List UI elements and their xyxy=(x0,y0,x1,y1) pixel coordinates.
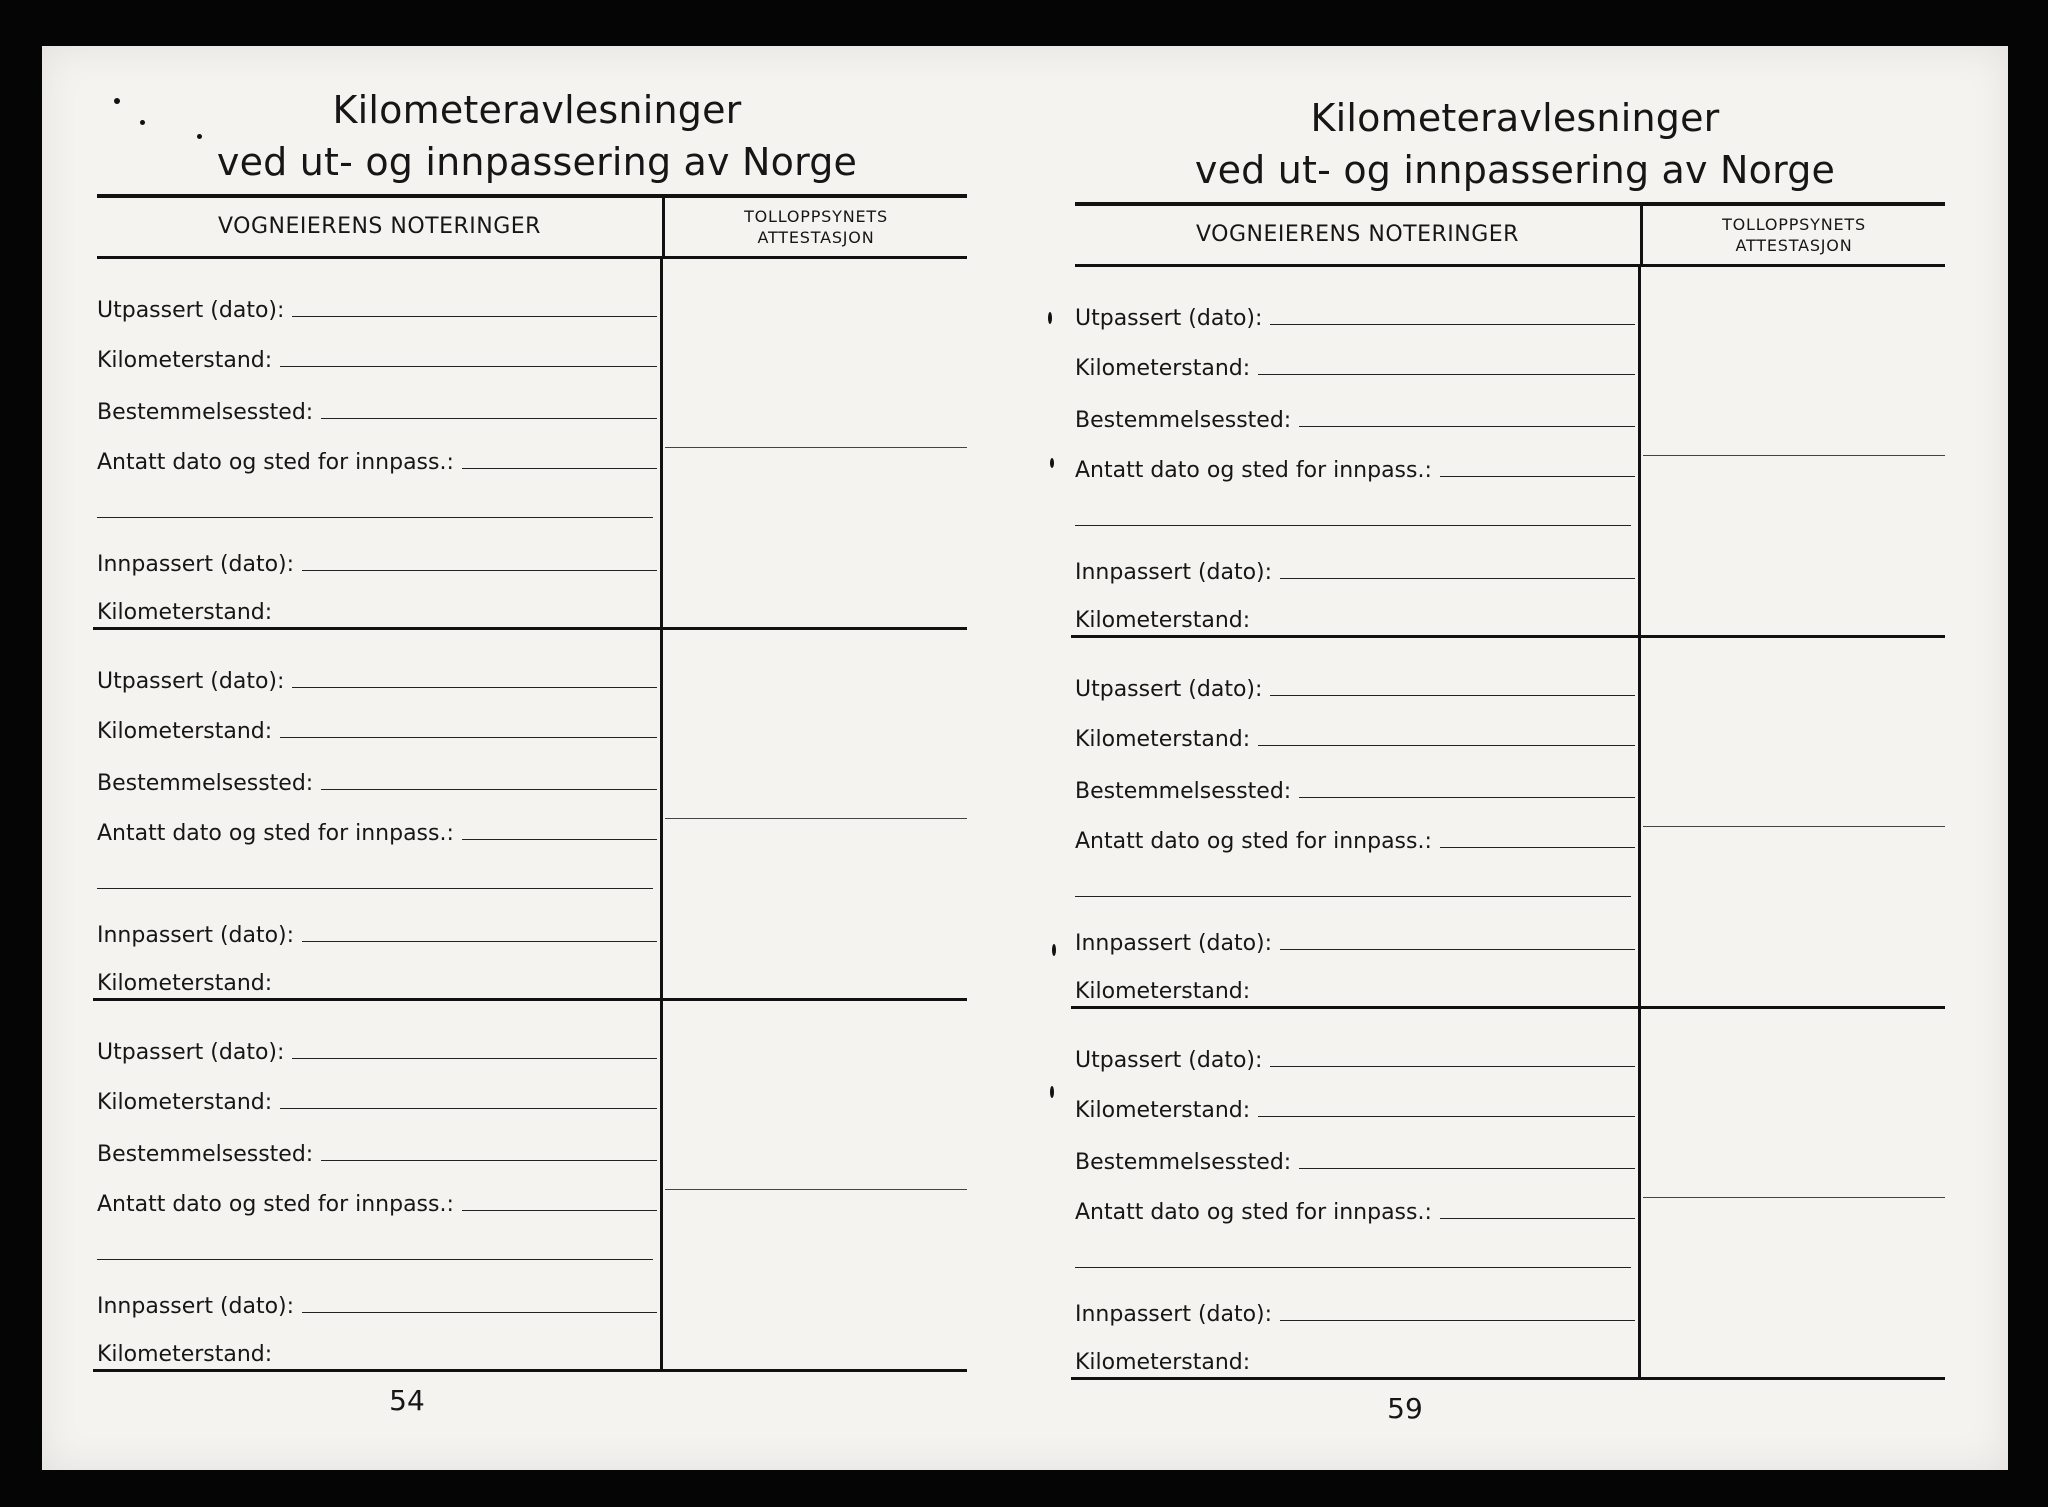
ink-speck xyxy=(1050,1086,1054,1098)
antatt-row[interactable] xyxy=(1075,1191,1635,1225)
column-divider xyxy=(1638,267,1641,638)
antatt-field[interactable] xyxy=(462,468,657,469)
bestemmelsessted-row[interactable] xyxy=(97,762,657,796)
kilometerstand-field[interactable] xyxy=(1258,374,1635,375)
column-divider xyxy=(660,630,663,1001)
antatt-row[interactable] xyxy=(1075,449,1635,483)
antatt-label: Antatt dato og sted for innpass.: xyxy=(97,450,454,475)
bestemmelsessted-field[interactable] xyxy=(1299,1168,1635,1169)
bestemmelsessted-label: Bestemmelsessted: xyxy=(97,400,314,425)
bestemmelsessted-field[interactable] xyxy=(1299,797,1635,798)
kilometerstand-field[interactable] xyxy=(1258,1116,1635,1117)
attestation-divider xyxy=(665,1189,967,1190)
antatt-field[interactable] xyxy=(462,1210,657,1211)
bestemmelsessted-row[interactable] xyxy=(1075,1141,1635,1175)
column-divider xyxy=(660,1001,663,1372)
antatt-row[interactable] xyxy=(1075,820,1635,854)
antatt-field[interactable] xyxy=(462,839,657,840)
page-number: 54 xyxy=(389,1384,425,1417)
entry-block xyxy=(97,259,967,630)
kilometerstand-return-label: Kilometerstand: xyxy=(97,600,273,625)
bestemmelsessted-label: Bestemmelsessted: xyxy=(1075,408,1292,433)
bestemmelsessted-row[interactable] xyxy=(1075,770,1635,804)
left-page xyxy=(97,46,977,1470)
kilometerstand-label: Kilometerstand: xyxy=(1075,1098,1251,1123)
utpassert-label: Utpassert (dato): xyxy=(97,1040,285,1065)
innpassert-row[interactable] xyxy=(97,914,657,948)
utpassert-field[interactable] xyxy=(292,687,657,688)
attestation-divider xyxy=(665,818,967,819)
antatt-label: Antatt dato og sted for innpass.: xyxy=(97,1192,454,1217)
utpassert-row[interactable] xyxy=(97,1031,657,1065)
utpassert-field[interactable] xyxy=(1270,1066,1635,1067)
bestemmelsessted-label: Bestemmelsessted: xyxy=(1075,1150,1292,1175)
kilometerstand-return-row[interactable] xyxy=(97,591,657,625)
innpassert-row[interactable] xyxy=(97,543,657,577)
kilometerstand-return-row[interactable] xyxy=(1075,970,1635,1004)
innpassert-label: Innpassert (dato): xyxy=(97,1294,295,1319)
innpassert-field[interactable] xyxy=(302,941,657,942)
utpassert-field[interactable] xyxy=(1270,695,1635,696)
kilometerstand-return-row[interactable] xyxy=(1075,599,1635,633)
column-header-customs xyxy=(665,206,967,248)
entry-block xyxy=(97,630,967,1001)
innpassert-label: Innpassert (dato): xyxy=(97,923,295,948)
kilometerstand-label: Kilometerstand: xyxy=(97,719,273,744)
attestation-divider xyxy=(1643,826,1945,827)
utpassert-field[interactable] xyxy=(292,1058,657,1059)
bestemmelsessted-label: Bestemmelsessted: xyxy=(97,771,314,796)
kilometerstand-row[interactable] xyxy=(1075,1089,1635,1123)
kilometerstand-field[interactable] xyxy=(1258,745,1635,746)
customs-header-line-2: ATTESTASJON xyxy=(1735,236,1853,255)
antatt-continuation-line[interactable] xyxy=(97,888,653,889)
customs-header-line-1: TOLLOPPSYNETS xyxy=(744,207,888,226)
attestation-divider xyxy=(1643,455,1945,456)
utpassert-label: Utpassert (dato): xyxy=(97,298,285,323)
page-number: 59 xyxy=(1387,1392,1423,1425)
antatt-row[interactable] xyxy=(97,1183,657,1217)
kilometerstand-field[interactable] xyxy=(280,366,657,367)
entry-block xyxy=(97,1001,967,1372)
kilometerstand-return-label: Kilometerstand: xyxy=(1075,1350,1251,1375)
title-line-1: Kilometeravlesninger xyxy=(332,88,742,132)
header-top-rule xyxy=(1075,202,1945,206)
kilometerstand-return-label: Kilometerstand: xyxy=(97,1342,273,1367)
kilometerstand-return-label: Kilometerstand: xyxy=(1075,979,1251,1004)
kilometerstand-label: Kilometerstand: xyxy=(1075,356,1251,381)
antatt-field[interactable] xyxy=(1440,847,1635,848)
innpassert-label: Innpassert (dato): xyxy=(97,552,295,577)
kilometerstand-row[interactable] xyxy=(1075,718,1635,752)
kilometerstand-field[interactable] xyxy=(280,1108,657,1109)
innpassert-label: Innpassert (dato): xyxy=(1075,560,1273,585)
utpassert-field[interactable] xyxy=(292,316,657,317)
innpassert-row[interactable] xyxy=(1075,922,1635,956)
utpassert-label: Utpassert (dato): xyxy=(1075,306,1263,331)
innpassert-field[interactable] xyxy=(302,1312,657,1313)
page-title xyxy=(97,84,977,188)
kilometerstand-row[interactable] xyxy=(97,710,657,744)
title-line-2: ved ut- og innpassering av Norge xyxy=(216,140,858,184)
attestation-divider xyxy=(665,447,967,448)
kilometerstand-label: Kilometerstand: xyxy=(97,1090,273,1115)
innpassert-row[interactable] xyxy=(1075,1293,1635,1327)
bestemmelsessted-label: Bestemmelsessted: xyxy=(97,1142,314,1167)
innpassert-field[interactable] xyxy=(1280,1320,1635,1321)
column-header-owner: VOGNEIERENS NOTERINGER xyxy=(1196,222,1519,247)
antatt-label: Antatt dato og sted for innpass.: xyxy=(97,821,454,846)
kilometerstand-return-label: Kilometerstand: xyxy=(97,971,273,996)
bestemmelsessted-row[interactable] xyxy=(1075,399,1635,433)
antatt-field[interactable] xyxy=(1440,476,1635,477)
utpassert-label: Utpassert (dato): xyxy=(97,669,285,694)
kilometerstand-label: Kilometerstand: xyxy=(1075,727,1251,752)
antatt-label: Antatt dato og sted for innpass.: xyxy=(1075,458,1432,483)
attestation-divider xyxy=(1643,1197,1945,1198)
antatt-continuation-line[interactable] xyxy=(1075,1267,1631,1268)
utpassert-row[interactable] xyxy=(97,660,657,694)
column-header-customs xyxy=(1643,214,1945,256)
booklet-sheet xyxy=(42,46,2008,1470)
antatt-continuation-line[interactable] xyxy=(1075,896,1631,897)
ink-speck xyxy=(1050,458,1054,468)
kilometerstand-row[interactable] xyxy=(97,339,657,373)
block-bottom-rule xyxy=(93,1369,967,1372)
antatt-continuation-line[interactable] xyxy=(1075,525,1631,526)
column-divider xyxy=(1638,638,1641,1009)
innpassert-row[interactable] xyxy=(97,1285,657,1319)
antatt-field[interactable] xyxy=(1440,1218,1635,1219)
entry-block xyxy=(1075,638,1945,1009)
entry-block xyxy=(1075,267,1945,638)
customs-header-line-2: ATTESTASJON xyxy=(757,228,875,247)
utpassert-row[interactable] xyxy=(1075,1039,1635,1073)
customs-header-line-1: TOLLOPPSYNETS xyxy=(1722,215,1866,234)
kilometerstand-return-label: Kilometerstand: xyxy=(1075,608,1251,633)
block-bottom-rule xyxy=(1071,1377,1945,1380)
utpassert-label: Utpassert (dato): xyxy=(1075,677,1263,702)
utpassert-label: Utpassert (dato): xyxy=(1075,1048,1263,1073)
kilometerstand-row[interactable] xyxy=(97,1081,657,1115)
kilometerstand-field[interactable] xyxy=(280,737,657,738)
column-header-owner: VOGNEIERENS NOTERINGER xyxy=(218,214,541,239)
header-top-rule xyxy=(97,194,967,198)
title-line-1: Kilometeravlesninger xyxy=(1310,96,1720,140)
innpassert-row[interactable] xyxy=(1075,551,1635,585)
kilometerstand-label: Kilometerstand: xyxy=(97,348,273,373)
utpassert-field[interactable] xyxy=(1270,324,1635,325)
antatt-row[interactable] xyxy=(97,441,657,475)
utpassert-row[interactable] xyxy=(1075,668,1635,702)
entry-block xyxy=(1075,1009,1945,1380)
bestemmelsessted-field[interactable] xyxy=(321,1160,657,1161)
bestemmelsessted-row[interactable] xyxy=(97,1133,657,1167)
innpassert-field[interactable] xyxy=(1280,578,1635,579)
antatt-continuation-line[interactable] xyxy=(97,1259,653,1260)
antatt-continuation-line[interactable] xyxy=(97,517,653,518)
innpassert-label: Innpassert (dato): xyxy=(1075,1302,1273,1327)
utpassert-row[interactable] xyxy=(97,289,657,323)
page-title xyxy=(1075,92,1955,196)
kilometerstand-return-row[interactable] xyxy=(97,1333,657,1367)
column-divider xyxy=(1638,1009,1641,1380)
innpassert-field[interactable] xyxy=(302,570,657,571)
right-page xyxy=(1075,54,1955,1478)
kilometerstand-return-row[interactable] xyxy=(1075,1341,1635,1375)
ink-speck xyxy=(1052,944,1056,956)
antatt-row[interactable] xyxy=(97,812,657,846)
kilometerstand-return-row[interactable] xyxy=(97,962,657,996)
bestemmelsessted-field[interactable] xyxy=(1299,426,1635,427)
bestemmelsessted-row[interactable] xyxy=(97,391,657,425)
ink-speck xyxy=(1048,312,1052,324)
kilometerstand-row[interactable] xyxy=(1075,347,1635,381)
bestemmelsessted-field[interactable] xyxy=(321,789,657,790)
antatt-label: Antatt dato og sted for innpass.: xyxy=(1075,829,1432,854)
column-divider xyxy=(660,259,663,630)
bestemmelsessted-field[interactable] xyxy=(321,418,657,419)
title-line-2: ved ut- og innpassering av Norge xyxy=(1194,148,1836,192)
bestemmelsessted-label: Bestemmelsessted: xyxy=(1075,779,1292,804)
utpassert-row[interactable] xyxy=(1075,297,1635,331)
innpassert-label: Innpassert (dato): xyxy=(1075,931,1273,956)
innpassert-field[interactable] xyxy=(1280,949,1635,950)
antatt-label: Antatt dato og sted for innpass.: xyxy=(1075,1200,1432,1225)
